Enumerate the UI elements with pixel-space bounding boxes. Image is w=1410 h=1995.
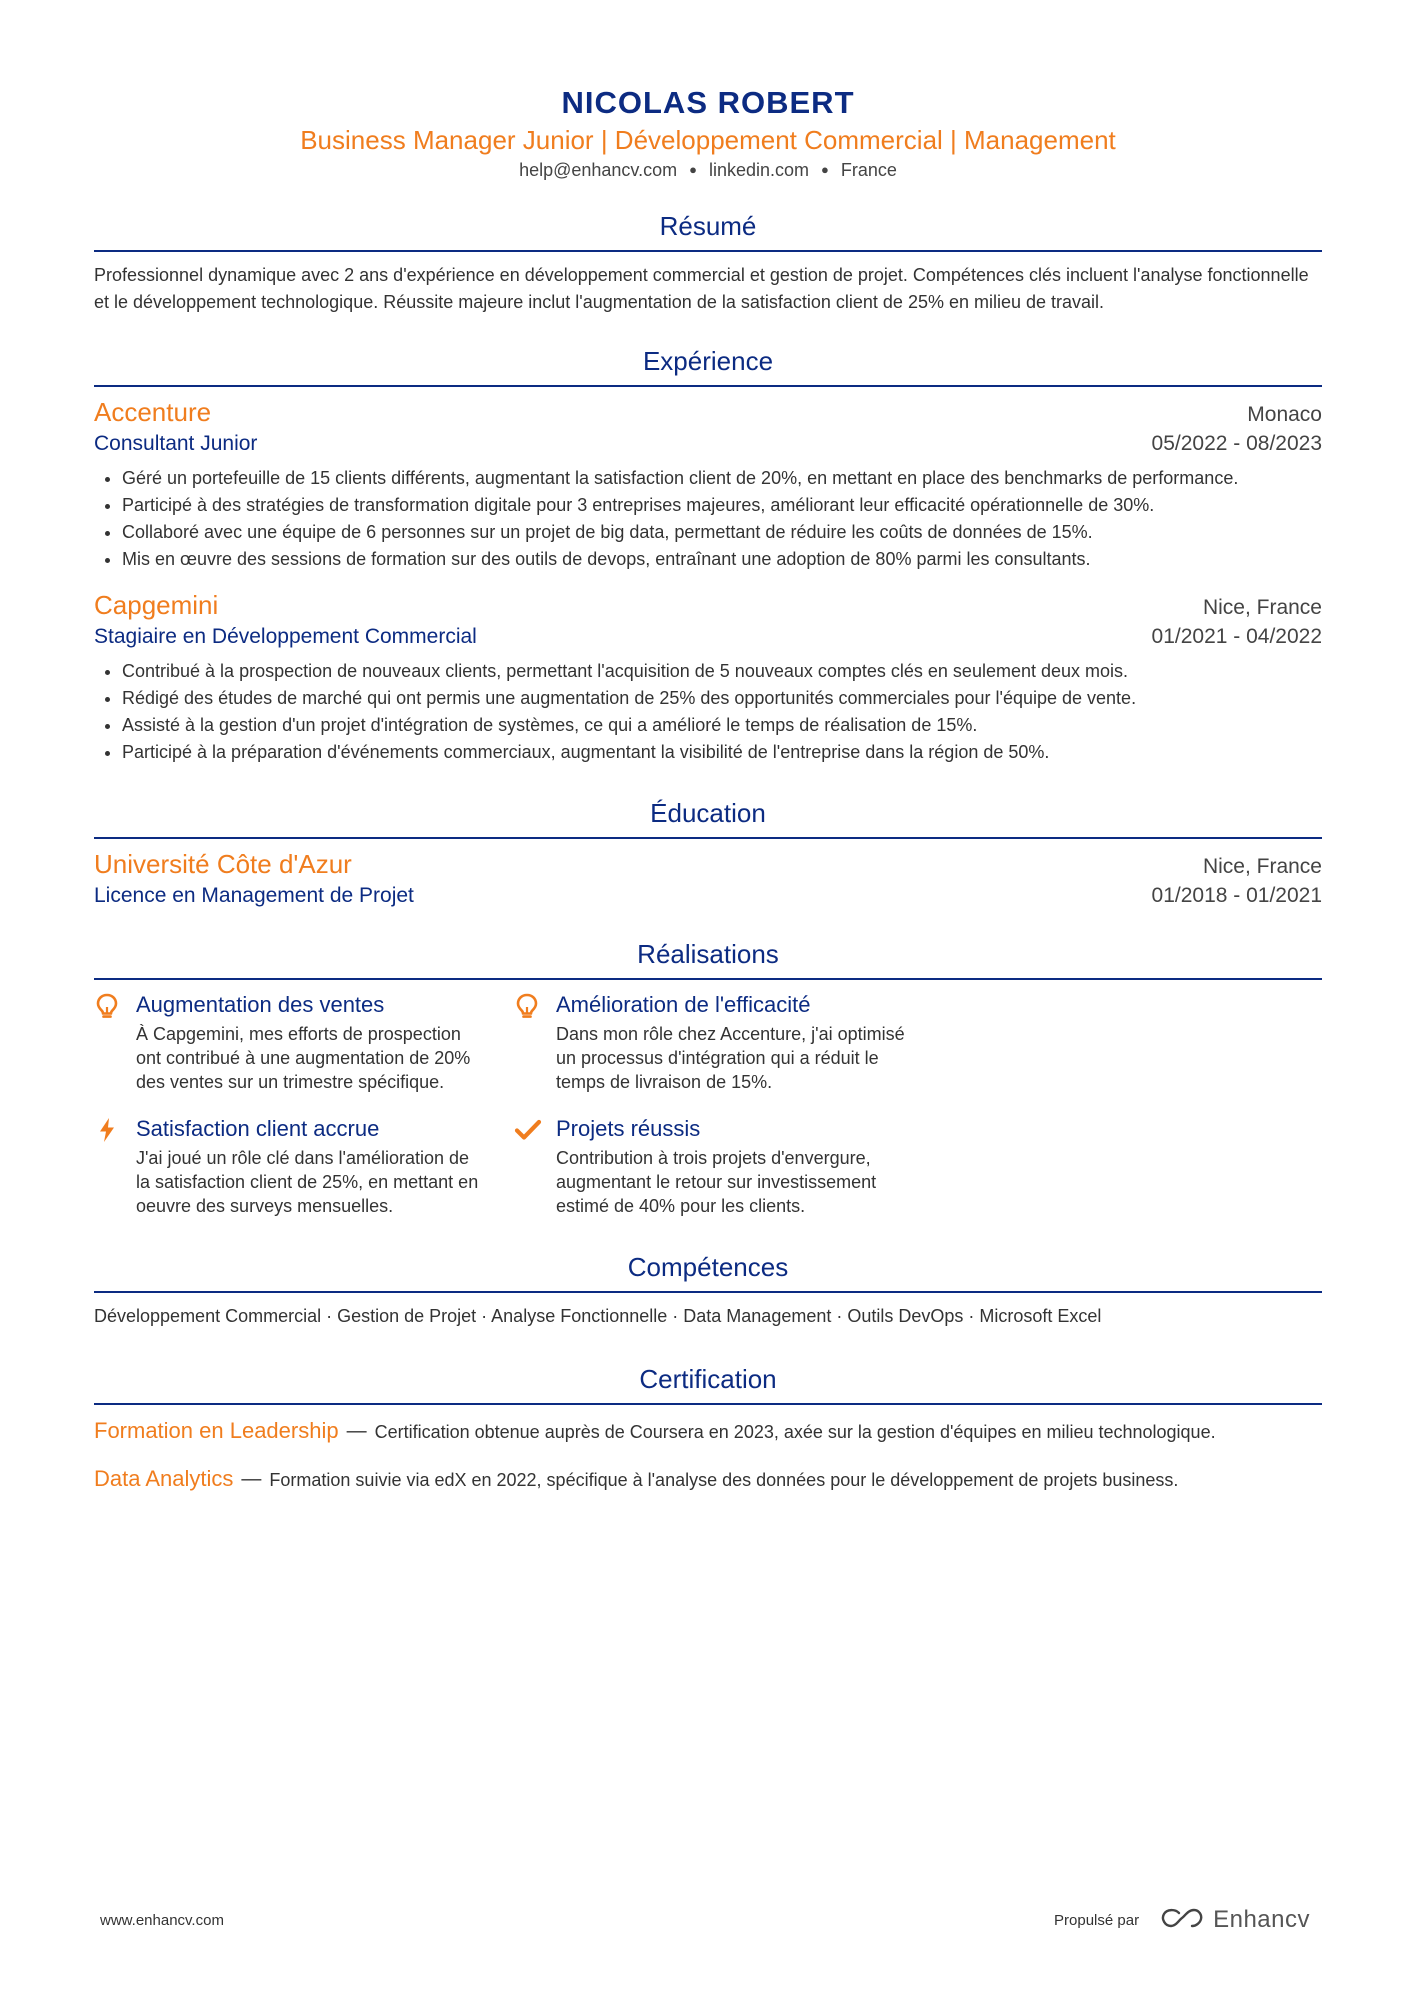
- achievement-body: [136, 990, 486, 1094]
- section-title-education: Éducation: [650, 798, 766, 828]
- candidate-name: NICOLAS ROBERT: [561, 85, 855, 120]
- page-footer: [100, 1906, 1310, 1934]
- achievement-title: Satisfaction client accrue: [136, 1116, 380, 1141]
- certification-description: Certification obtenue auprès de Coursera en 2023, axée sur la gestion d'équipes en milieu technologique.: [374, 1422, 1216, 1442]
- entry-header-row: [94, 396, 1322, 429]
- education-dates: 01/2018 - 01/2021: [1151, 884, 1322, 907]
- achievements-grid: [94, 990, 1322, 1238]
- company-name: Capgemini: [94, 590, 219, 620]
- achievement-body: [556, 1114, 906, 1218]
- achievement-title: Augmentation des ventes: [136, 992, 385, 1017]
- company-location: Monaco: [1247, 403, 1322, 426]
- achievement-description: J'ai joué un rôle clé dans l'amélioration de la satisfaction client de 25%, en mettant en oeuvre des surveys mensuelles.: [136, 1148, 479, 1216]
- achievements-section: [94, 937, 1322, 1238]
- checkmark-icon: [514, 1114, 556, 1218]
- job-dates: 01/2021 - 04/2022: [1151, 625, 1322, 648]
- list-item: • Participé à la préparation d'événements commerciaux, augmentant la visibilité de l'entreprise dans la région de 50%.: [122, 739, 1322, 766]
- bolt-icon: [94, 1114, 136, 1218]
- achievement-item: [514, 990, 934, 1094]
- list-item: • Assisté à la gestion d'un projet d'intégration de systèmes, ce qui a amélioré le temps de réalisation de 15%.: [122, 712, 1322, 739]
- school-name: Université Côte d'Azur: [94, 849, 352, 879]
- achievement-title: Projets réussis: [556, 1116, 701, 1141]
- certification-name: Data Analytics: [94, 1466, 234, 1491]
- skills-section: [94, 1250, 1322, 1330]
- certification-description: Formation suivie via edX en 2022, spécifique à l'analyse des données pour le développement de projets business.: [269, 1470, 1179, 1490]
- entry-header-row: [94, 848, 1322, 881]
- skills-list: Développement Commercial · Gestion de Projet · Analyse Fonctionnelle · Data Management · Outils DevOps · Microsoft Excel: [94, 1306, 1102, 1326]
- lightbulb-icon: [94, 990, 136, 1094]
- section-title-experience: Expérience: [642, 346, 774, 376]
- achievement-item: [94, 1114, 514, 1218]
- achievement-description: Dans mon rôle chez Accenture, j'ai optimisé un processus d'intégration qui a réduit le temps de livraison de 15%.: [556, 1024, 905, 1092]
- list-item: • Mis en œuvre des sessions de formation sur des outils de devops, entraînant une adoption de 80% parmi les consultants.: [122, 546, 1322, 573]
- education-entry: [94, 848, 1322, 911]
- certification-name: Formation en Leadership: [94, 1418, 339, 1443]
- school-location: Nice, France: [1202, 855, 1322, 878]
- job-role: Consultant Junior: [94, 432, 258, 455]
- section-title-achievements: Réalisations: [637, 939, 779, 969]
- certification-section: [94, 1362, 1322, 1493]
- contact-line: [94, 157, 1322, 185]
- achievement-item: [94, 990, 514, 1094]
- certification-item: [94, 1465, 1322, 1493]
- section-title-summary: Résumé: [659, 211, 757, 241]
- dash-separator: —: [241, 1468, 262, 1490]
- section-divider: [94, 978, 1322, 980]
- achievement-item: [514, 1114, 934, 1218]
- section-divider: [94, 837, 1322, 839]
- company-name: Accenture: [94, 397, 212, 427]
- section-title-certification: Certification: [639, 1364, 777, 1394]
- job-bullets: [94, 465, 1322, 573]
- degree-name: Licence en Management de Projet: [94, 884, 414, 907]
- entry-role-row: [94, 881, 1322, 911]
- powered-by-label: Propulsé par: [1054, 1911, 1140, 1929]
- contact-location: France: [840, 160, 897, 180]
- footer-website[interactable]: www.enhancv.com: [100, 1911, 224, 1929]
- experience-section: [94, 344, 1322, 766]
- entry-role-row: [94, 622, 1322, 652]
- section-divider: [94, 250, 1322, 252]
- achievement-body: [136, 1114, 486, 1218]
- experience-entry: [94, 589, 1322, 766]
- footer-brand: [1054, 1906, 1310, 1934]
- achievement-title: Amélioration de l'efficacité: [556, 992, 811, 1017]
- company-location: Nice, France: [1202, 596, 1322, 619]
- job-bullets: [94, 658, 1322, 766]
- enhancv-logo-icon: [1159, 1906, 1205, 1934]
- section-divider: [94, 1291, 1322, 1293]
- summary-section: [94, 209, 1322, 316]
- achievement-description: Contribution à trois projets d'envergure, augmentant le retour sur investissement estimé de 40% pour les clients.: [556, 1148, 877, 1216]
- separator-dot: ●: [821, 162, 829, 177]
- education-section: [94, 796, 1322, 911]
- achievement-body: [556, 990, 906, 1094]
- resume-page: [94, 0, 1322, 1493]
- experience-entry: [94, 396, 1322, 573]
- contact-email[interactable]: help@enhancv.com: [519, 160, 678, 180]
- separator-dot: ●: [689, 162, 697, 177]
- brand-name: Enhancv: [1213, 1906, 1310, 1933]
- entry-role-row: [94, 429, 1322, 459]
- job-role: Stagiaire en Développement Commercial: [94, 625, 477, 648]
- achievement-description: À Capgemini, mes efforts de prospection ont contribué à une augmentation de 20% des ventes sur un trimestre spécifique.: [136, 1024, 471, 1092]
- section-title-skills: Compétences: [627, 1252, 789, 1282]
- summary-text: Professionnel dynamique avec 2 ans d'expérience en développement commercial et gestion de projet. Compétences clés incluent l'analyse fonctionnelle et le développement technologique. Réussite majeure inclut l'augmentation de la satisfaction client de 25% en milieu de travail.: [94, 265, 1309, 312]
- certification-item: [94, 1417, 1322, 1445]
- list-item: • Rédigé des études de marché qui ont permis une augmentation de 25% des opportunités commerciales pour l'équipe de vente.: [122, 685, 1322, 712]
- resume-header: [94, 0, 1322, 185]
- list-item: • Collaboré avec une équipe de 6 personnes sur un projet de big data, permettant de réduire les coûts de données de 15%.: [122, 519, 1322, 546]
- job-dates: 05/2022 - 08/2023: [1151, 432, 1322, 455]
- lightbulb-icon: [514, 990, 556, 1094]
- section-divider: [94, 385, 1322, 387]
- list-item: • Participé à des stratégies de transformation digitale pour 3 entreprises majeures, améliorant leur efficacité opérationnelle de 30%.: [122, 492, 1322, 519]
- contact-linkedin[interactable]: linkedin.com: [708, 160, 810, 180]
- list-item: • Géré un portefeuille de 15 clients différents, augmentant la satisfaction client de 20%, en mettant en place des benchmarks de performance.: [122, 465, 1322, 492]
- entry-header-row: [94, 589, 1322, 622]
- dash-separator: —: [346, 1420, 367, 1442]
- list-item: • Contribué à la prospection de nouveaux clients, permettant l'acquisition de 5 nouveaux comptes clés en seulement deux mois.: [122, 658, 1322, 685]
- candidate-title: Business Manager Junior | Développement Commercial | Management: [300, 125, 1116, 155]
- section-divider: [94, 1403, 1322, 1405]
